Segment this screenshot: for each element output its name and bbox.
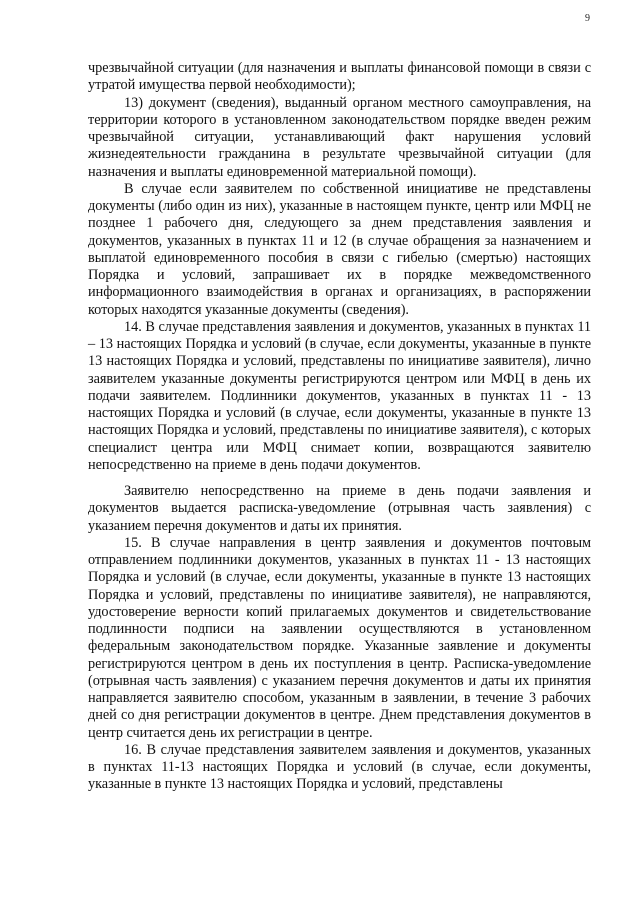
paragraph-clause-16: 16. В случае представления заявителем заявления и документов, указанных в пунктах 11-13 настоящих Порядка и условий (в случае, если документы, указанные в пункте 13 настоящих Порядка и условий, представлены — [88, 741, 591, 793]
paragraph-continuation: чрезвычайной ситуации (для назначения и выплаты финансовой помощи в связи с утратой имущества первой необходимости); — [88, 60, 591, 94]
paragraph-clause-14: 14. В случае представления заявления и документов, указанных в пунктах 11 – 13 настоящих Порядка и условий (в случае, если документы, указанные в пункте 13 настоящих Порядка и условий, представлены по инициативе заявителя), лично заявителем указанные документы регистрируются центром или МФЦ в день их подачи заявителем. Подлинники документов, указанных в пунктах 11 - 13 настоящих Порядка и условий (в случае, если документы, указанные в пункте 13 настоящих Порядка и условий, представлены по инициативе заявителя), с которых специалист центра или МФЦ снимает копии, возвращаются заявителю непосредственно на приеме в день подачи документов. — [88, 318, 591, 473]
paragraph-item-13: 13) документ (сведения), выданный органом местного самоуправления, на территории которого в установленном законодательством порядке введен режим чрезвычайной ситуации, устанавливающий факт нарушения условий жизнедеятельности гражданина в результате чрезвычайной ситуации (для назначения и выплаты единовременной материальной помощи). — [88, 94, 591, 180]
paragraph-receipt-notice: Заявителю непосредственно на приеме в день подачи заявления и документов выдается расписка-уведомление (отрывная часть заявления) с указанием перечня документов и даты их принятия. — [88, 483, 591, 534]
page-number: 9 — [585, 13, 590, 24]
paragraph-interagency-request: В случае если заявителем по собственной инициативе не представлены документы (либо один из них), указанные в настоящем пункте, центр или МФЦ не позднее 1 рабочего дня, следующего за днем представления заявления и документов, указанных в пунктах 11 и 12 (в случае обращения за назначением и выплатой единовременного пособия в связи с гибелью (смертью) настоящих Порядка и условий, запрашивает их в порядке межведомственного информационного взаимодействия в органах и организациях, в распоряжении которых находятся указанные документы (сведения). — [88, 180, 591, 318]
document-body — [88, 60, 591, 794]
paragraph-clause-15: 15. В случае направления в центр заявления и документов почтовым отправлением подлинники документов, указанных в пунктах 11 - 13 настоящих Порядка и условий (в случае, если документы, указанные в пункте 13 настоящих Порядка и условий, представлены по инициативе заявителя), не направляются, удостоверение верности копий прилагаемых документов и свидетельствование подлинности подписи на заявлении осуществляются в установленном федеральным законодательством порядке. Указанные заявление и документы регистрируются центром в день их поступления в центр. Расписка-уведомление (отрывная часть заявления) с указанием перечня документов и даты их принятия направляется заявителю способом, указанным в заявлении, в течение 3 рабочих дней со дня регистрации документов в центре. Днем представления документов в центр считается день их регистрации в центре. — [88, 534, 591, 741]
